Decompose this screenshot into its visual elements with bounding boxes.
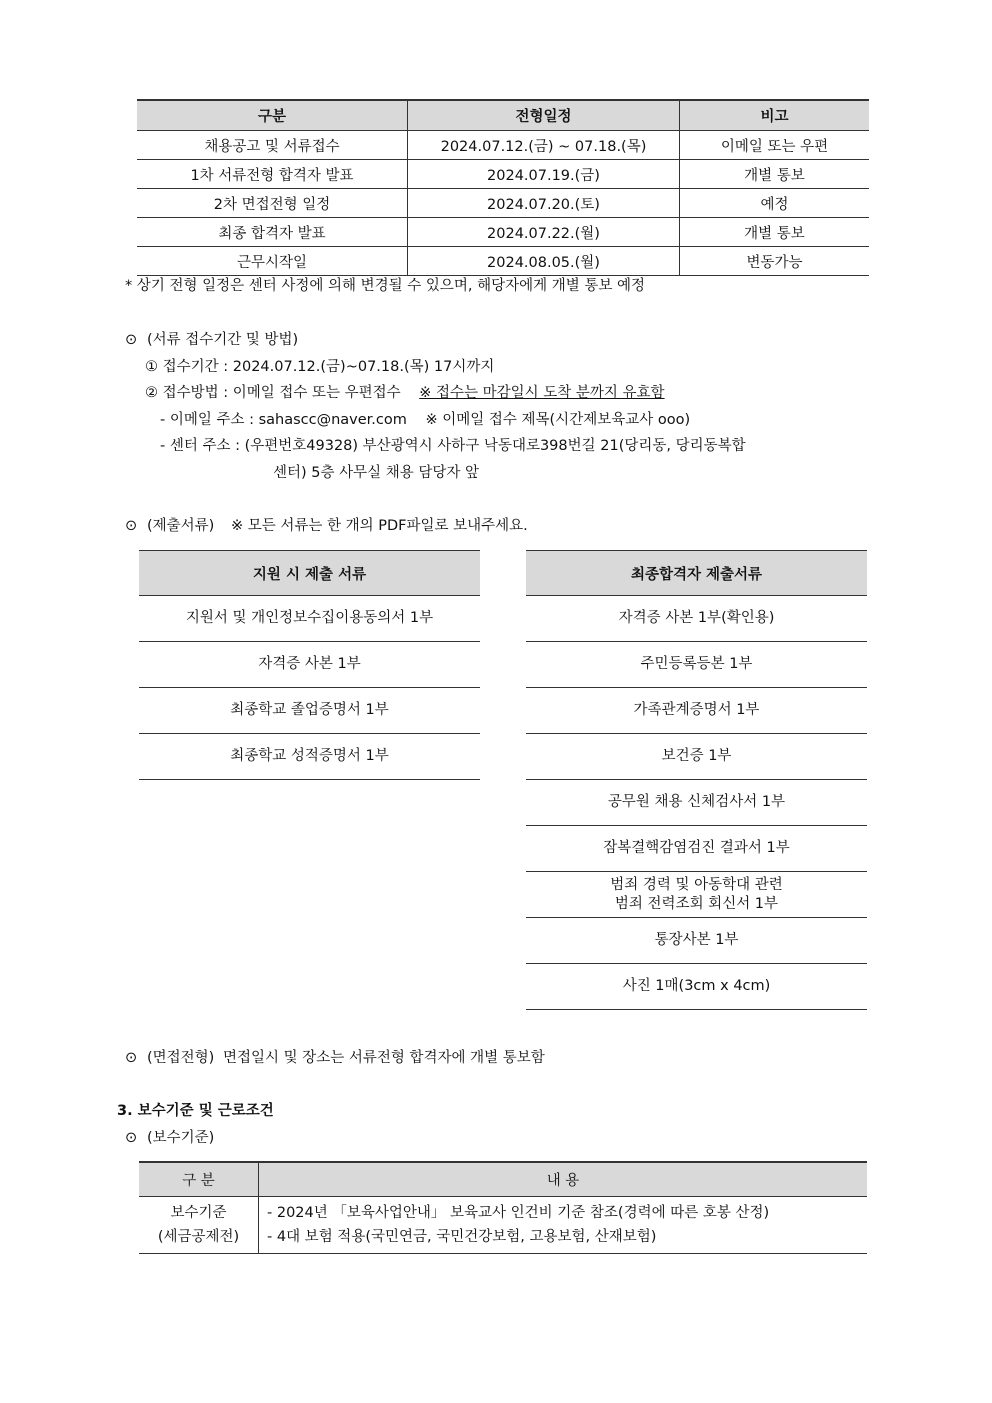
section-3-sub: [125, 1128, 214, 1148]
final-documents-title: 최종합격자 제출서류: [526, 550, 867, 596]
interview-heading: (면접전형): [147, 1050, 215, 1066]
list-item: 최종학교 성적증명서 1부: [139, 734, 480, 780]
table-cell: 변동가능: [680, 247, 870, 276]
apply-documents-list: [139, 550, 480, 780]
table-cell: 이메일 또는 우편: [680, 131, 870, 160]
table-row: [137, 218, 869, 247]
list-item: 잠복결핵감염검진 결과서 1부: [526, 826, 867, 872]
table-cell: 2024.07.22.(월): [408, 218, 680, 247]
table-cell: 채용공고 및 서류접수: [137, 131, 408, 160]
list-item: 통장사본 1부: [526, 918, 867, 964]
application-method: [145, 383, 665, 403]
interview-line: [125, 1048, 545, 1068]
application-email-line: [160, 410, 690, 430]
application-email: - 이메일 주소 : sahascc@naver.com: [160, 412, 407, 428]
application-method-text: ② 접수방법 : 이메일 접수 또는 우편접수: [145, 385, 401, 401]
pay-row-label-1: 보수기준: [170, 1205, 227, 1221]
list-item: 지원서 및 개인정보수집이용동의서 1부: [139, 596, 480, 642]
section-3-title: 3. 보수기준 및 근로조건: [117, 1103, 274, 1119]
pay-row-content: [259, 1197, 868, 1254]
application-address-2: 센터) 5층 사무실 채용 담당자 앞: [273, 465, 480, 481]
target-bullet-icon: ⊙: [125, 332, 138, 348]
table-cell: 예정: [680, 189, 870, 218]
table-row: [137, 247, 869, 276]
application-heading-text: (서류 접수기간 및 방법): [147, 332, 299, 348]
list-item: 주민등록등본 1부: [526, 642, 867, 688]
table-cell: 2024.07.12.(금) ~ 07.18.(목): [408, 131, 680, 160]
application-method-note: ※ 접수는 마감일시 도착 분까지 유효함: [419, 385, 665, 401]
table-cell: 2차 면접전형 일정: [137, 189, 408, 218]
table-cell: 개별 통보: [680, 218, 870, 247]
documents-heading-text: (제출서류): [147, 518, 215, 534]
target-bullet-icon: ⊙: [125, 518, 138, 534]
table-cell: 최종 합격자 발표: [137, 218, 408, 247]
documents-heading: [125, 516, 528, 536]
documents-note: ※ 모든 서류는 한 개의 PDF파일로 보내주세요.: [230, 518, 528, 534]
list-item: 공무원 채용 신체검사서 1부: [526, 780, 867, 826]
list-item: 사진 1매(3cm x 4cm): [526, 964, 867, 1010]
pay-row-label-2: (세금공제전): [157, 1229, 240, 1245]
column-header: 구 분: [139, 1162, 259, 1197]
pay-table: [139, 1161, 867, 1254]
list-item: 범죄 경력 및 아동학대 관련 범죄 전력조회 회신서 1부: [526, 872, 867, 918]
pay-content-2: - 4대 보험 적용(국민연금, 국민건강보험, 고용보험, 산재보험): [267, 1229, 657, 1245]
table-cell: 2024.07.20.(토): [408, 189, 680, 218]
apply-documents-title: 지원 시 제출 서류: [139, 550, 480, 596]
application-heading: [125, 330, 298, 350]
list-item: 가족관계증명서 1부: [526, 688, 867, 734]
target-bullet-icon: ⊙: [125, 1130, 138, 1146]
column-header: 내 용: [259, 1162, 868, 1197]
list-item: 최종학교 졸업증명서 1부: [139, 688, 480, 734]
column-header: 전형일정: [408, 100, 680, 131]
application-address-1: - 센터 주소 : (우편번호49328) 부산광역시 사하구 낙동대로398번길 21(당리동, 당리동복합: [160, 438, 746, 454]
final-documents-list: [526, 550, 867, 1010]
table-row: [137, 131, 869, 160]
schedule-note: * 상기 전형 일정은 센터 사정에 의해 변경될 수 있으며, 해당자에게 개별 통보 예정: [125, 278, 645, 294]
list-item: 자격증 사본 1부(확인용): [526, 596, 867, 642]
interview-text: 면접일시 및 장소는 서류전형 합격자에 개별 통보함: [222, 1050, 545, 1066]
pay-row-label: [139, 1197, 259, 1254]
table-cell: 2024.07.19.(금): [408, 160, 680, 189]
list-item: 보건증 1부: [526, 734, 867, 780]
table-header-row: [139, 1162, 867, 1197]
table-row: [139, 1197, 867, 1254]
application-period: ① 접수기간 : 2024.07.12.(금)~07.18.(목) 17시까지: [145, 359, 495, 375]
table-cell: 1차 서류전형 합격자 발표: [137, 160, 408, 189]
table-cell: 근무시작일: [137, 247, 408, 276]
pay-content-1: - 2024년 「보육사업안내」 보육교사 인건비 기준 참조(경력에 따른 호봉 산정): [267, 1205, 770, 1221]
table-cell: 2024.08.05.(월): [408, 247, 680, 276]
target-bullet-icon: ⊙: [125, 1050, 138, 1066]
table-row: [137, 189, 869, 218]
schedule-table: [137, 99, 869, 276]
section-3-sub-text: (보수기준): [147, 1130, 215, 1146]
table-row: [137, 160, 869, 189]
application-email-note: ※ 이메일 접수 제목(시간제보육교사 ooo): [425, 412, 691, 428]
list-item: 자격증 사본 1부: [139, 642, 480, 688]
table-header-row: [137, 100, 869, 131]
table-cell: 개별 통보: [680, 160, 870, 189]
column-header: 비고: [680, 100, 870, 131]
column-header: 구분: [137, 100, 408, 131]
